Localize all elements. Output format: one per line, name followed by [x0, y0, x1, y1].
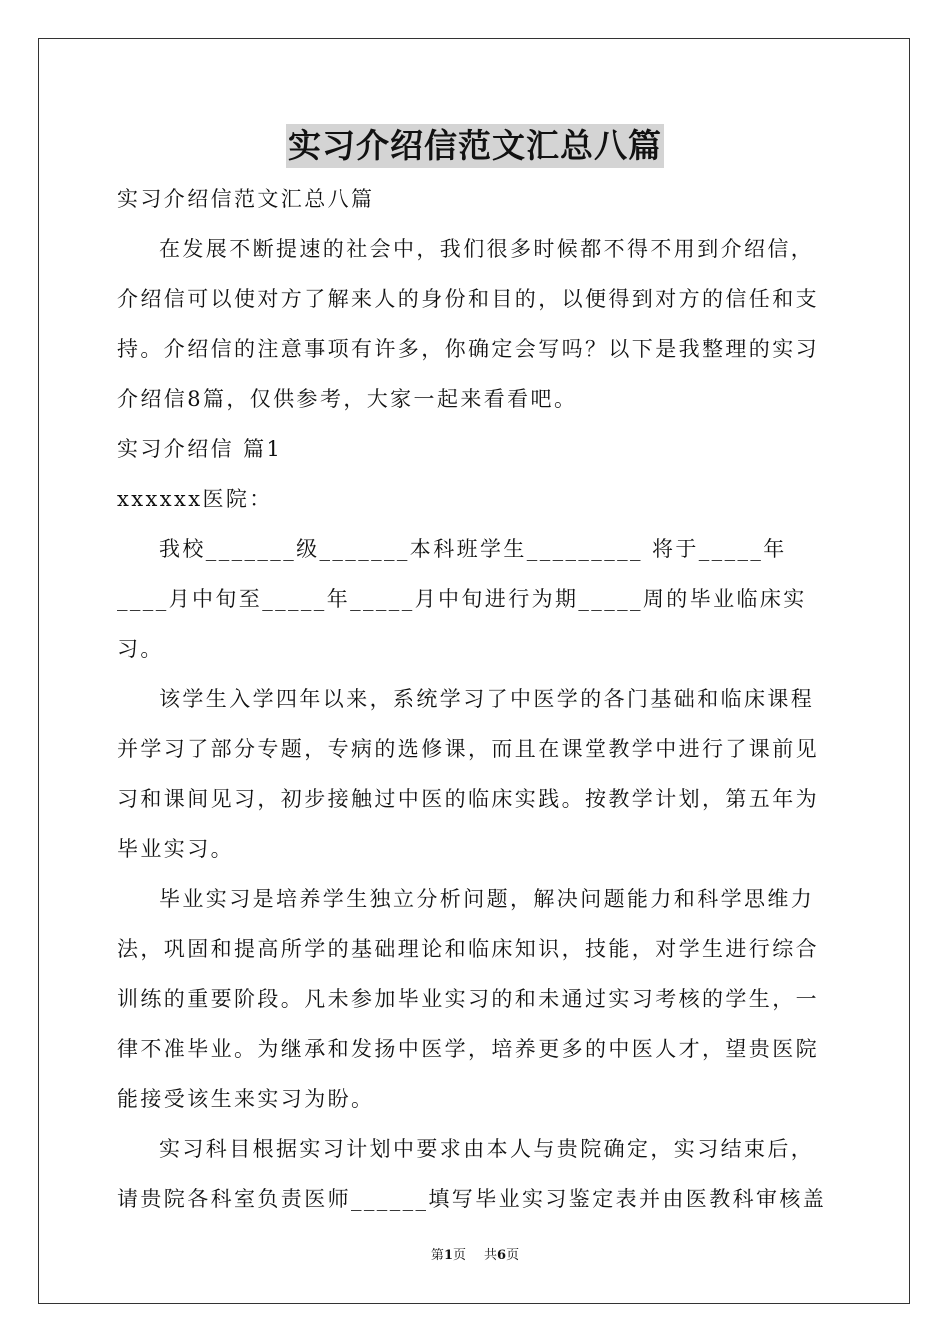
subtitle-paragraph: 实习介绍信范文汇总八篇 [117, 187, 375, 211]
page-suffix: 页 [452, 1248, 466, 1263]
body-paragraph: 实习科目根据实习计划中要求由本人与贵院确定，实习结束后，请贵院各科室负责医师______填写毕业实习鉴定表并由医教科审核盖 [117, 1137, 827, 1211]
body-paragraph: 毕业实习是培养学生独立分析问题，解决问题能力和科学思维力法，巩固和提高所学的基础理论和临床知识，技能，对学生进行综合训练的重要阶段。凡未参加毕业实习的和未通过实习考核的学生，一律不准毕业。为继承和发扬中医学，培养更多的中医人才，望贵医院能接受该生来实习为盼。 [117, 887, 819, 1111]
body-paragraph: 该学生入学四年以来，系统学习了中医学的各门基础和临床课程并学习了部分专题，专病的选修课，而且在课堂教学中进行了课前见习和课间见习，初步接触过中医的临床实践。按教学计划，第五年为毕业实习。 [117, 687, 819, 861]
total-prefix: 共 [484, 1248, 498, 1263]
page-footer [0, 1244, 950, 1263]
section-heading: 实习介绍信 篇1 [117, 437, 283, 461]
total-suffix: 页 [506, 1248, 520, 1263]
total-pages: 6 [497, 1248, 507, 1263]
page-prefix: 第 [430, 1248, 444, 1263]
document-title: 实习介绍信范文汇总八篇 [286, 124, 664, 168]
salutation: xxxxxx医院： [117, 487, 273, 511]
body-paragraph: 我校_______级_______本科班学生_________ 将于_____年____月中旬至_____年_____月中旬进行为期_____周的毕业临床实习。 [117, 537, 807, 661]
intro-paragraph: 在发展不断提速的社会中，我们很多时候都不得不用到介绍信，介绍信可以使对方了解来人的身份和目的，以便得到对方的信任和支持。介绍信的注意事项有许多，你确定会写吗？以下是我整理的实习介绍信8篇，仅供参考，大家一起来看看吧。 [117, 237, 819, 411]
page-number: 1 [443, 1248, 453, 1263]
document-body [117, 174, 833, 1224]
title-area [0, 124, 950, 168]
